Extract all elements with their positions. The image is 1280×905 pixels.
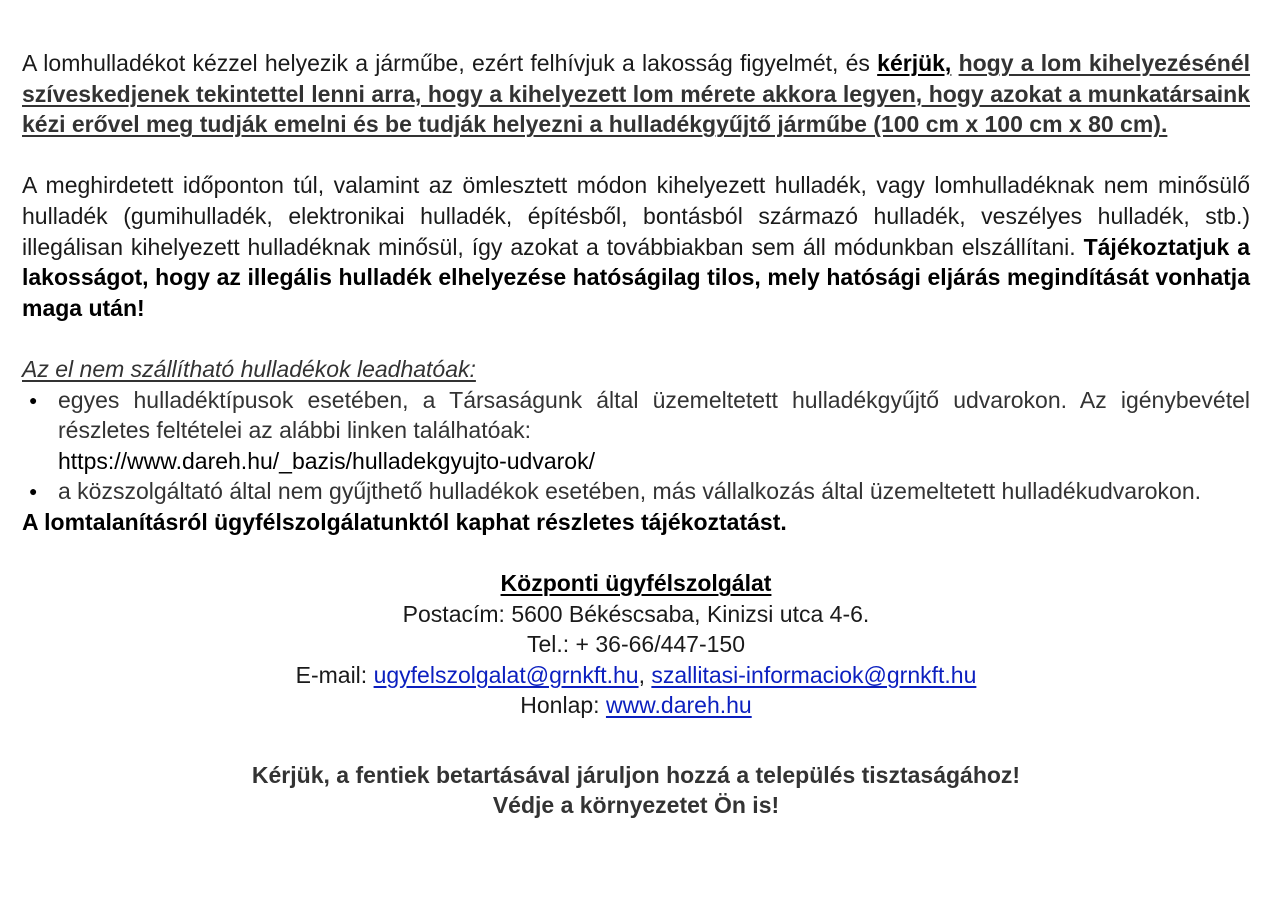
closing-line-environment: Védje a környezetet Ön is! xyxy=(492,792,780,819)
bullet-icon: ● xyxy=(29,391,38,408)
email-separator: , xyxy=(638,661,652,688)
contact-block xyxy=(22,568,1250,721)
bullet-icon: ● xyxy=(29,483,38,500)
paragraph-intro-text: A lomhulladékot kézzel helyezik a járműbe, ezért felhívjuk a lakosság figyelmét, és xyxy=(22,50,878,76)
contact-email-line xyxy=(22,660,1250,691)
email-link-transport-info[interactable]: szallitasi-informaciok@grnkft.hu xyxy=(651,661,977,688)
list-item-description: a közszolgáltató által nem gyűjthető hulladékok esetében, más vállalkozás által üzemeltetett hulladékudvarokon. xyxy=(58,478,1202,505)
closing-line-cleanliness: Kérjük, a fentiek betartásával járuljon hozzá a település tisztaságához! xyxy=(251,761,1021,788)
paragraph-bulky-waste-size xyxy=(22,48,1250,140)
emphasis-request: kérjük, xyxy=(877,50,952,76)
paragraph-illegal-warning: Tájékoztatjuk a lakosságot, hogy az illegális hulladék elhelyezése hatóságilag tilos, mely hatósági eljárás megindítását vonhatja maga után! xyxy=(22,233,1251,321)
list-item xyxy=(22,476,1250,507)
contact-phone: Tel.: + 36-66/447-150 xyxy=(526,631,746,658)
space xyxy=(951,50,958,76)
emphasis-size-requirement: hogy a lom kihelyezésénél szíveskedjenek tekintettel lenni arra, hogy a kihelyezett lom mérete akkora legyen, hogy azokat a munkatársaink kézi erővel meg tudják emelni és be tudják helyezni a hulladékgyűjtő járműbe (100 cm x 100 cm x 80 cm). xyxy=(22,50,1251,138)
document-page xyxy=(22,48,1250,821)
contact-web-line xyxy=(22,690,1250,721)
closing-block xyxy=(22,760,1250,821)
list-item-text xyxy=(58,476,1250,507)
website-link[interactable]: www.dareh.hu xyxy=(605,692,752,719)
recycling-yards-url[interactable]: https://www.dareh.hu/_bazis/hulladekgyujto-udvarok/ xyxy=(58,447,595,474)
email-label: E-mail: xyxy=(295,661,374,688)
list-item-text xyxy=(58,385,1250,477)
list-item-description: egyes hulladéktípusok esetében, a Társaságunk által üzemeltetett hulladékgyűjtő udvarokon. Az igénybevétel részletes feltételei az alábbi linken találhatóak: xyxy=(58,386,1250,444)
contact-postal: Postacím: 5600 Békéscsaba, Kinizsi utca 4-6. xyxy=(402,600,870,627)
paragraph-illegal-text: A meghirdetett időponton túl, valamint az ömlesztett módon kihelyezett hulladék, vagy lomhulladéknak nem minősülő hulladék (gumihulladék, elektronikai hulladék, építésből, bontásból származó hulladék, veszélyes hulladék, stb.) illegálisan kihelyezett hulladéknak minősül, így azokat a továbbiakban sem áll módunkban elszállítani. xyxy=(22,172,1250,260)
email-link-customer-service[interactable]: ugyfelszolgalat@grnkft.hu xyxy=(373,661,639,688)
drop-off-heading xyxy=(22,354,1250,385)
contact-title: Központi ügyfélszolgálat xyxy=(500,570,772,597)
info-line: A lomtalanításról ügyfélszolgálatunktól kaphat részletes tájékoztatást. xyxy=(22,508,787,535)
list-item xyxy=(22,385,1250,477)
drop-off-list xyxy=(22,385,1250,507)
drop-off-heading-text: Az el nem szállítható hulladékok leadhatóak: xyxy=(22,355,476,382)
paragraph-illegal-waste xyxy=(22,170,1250,323)
web-label: Honlap: xyxy=(520,692,606,719)
